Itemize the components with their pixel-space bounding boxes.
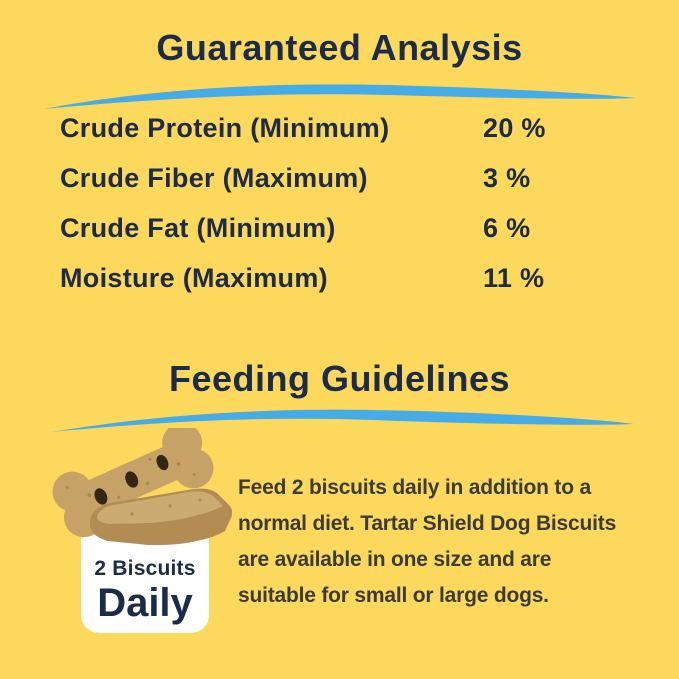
description-line: Feed 2 biscuits daily in addition to a bbox=[238, 476, 591, 499]
analysis-value: 20 % bbox=[483, 112, 546, 143]
analysis-value: 6 % bbox=[483, 212, 531, 243]
analysis-label: Crude Protein (Minimum) bbox=[60, 112, 390, 143]
description-line: suitable for small or large dogs. bbox=[238, 584, 549, 607]
guaranteed-analysis-title: Guaranteed Analysis bbox=[156, 27, 523, 68]
analysis-label: Crude Fat (Minimum) bbox=[60, 212, 336, 243]
analysis-label: Moisture (Maximum) bbox=[60, 262, 328, 293]
table-row bbox=[60, 103, 640, 153]
table-row bbox=[60, 253, 640, 303]
dog-biscuits-image bbox=[40, 428, 240, 568]
table-row bbox=[60, 153, 640, 203]
serving-badge-line2: Daily bbox=[97, 581, 193, 625]
analysis-value: 11 % bbox=[483, 262, 545, 293]
analysis-table bbox=[60, 103, 640, 303]
feeding-guidelines-title: Feeding Guidelines bbox=[168, 358, 511, 399]
analysis-value: 3 % bbox=[483, 162, 531, 193]
analysis-label: Crude Fiber (Maximum) bbox=[60, 162, 368, 193]
table-row bbox=[60, 203, 640, 253]
description-line: are available in one size and are bbox=[238, 548, 552, 571]
description-line: normal diet. Tartar Shield Dog Biscuits bbox=[238, 512, 617, 535]
feeding-description bbox=[238, 470, 658, 614]
serving-badge-line1: 2 Biscuits bbox=[94, 557, 196, 580]
